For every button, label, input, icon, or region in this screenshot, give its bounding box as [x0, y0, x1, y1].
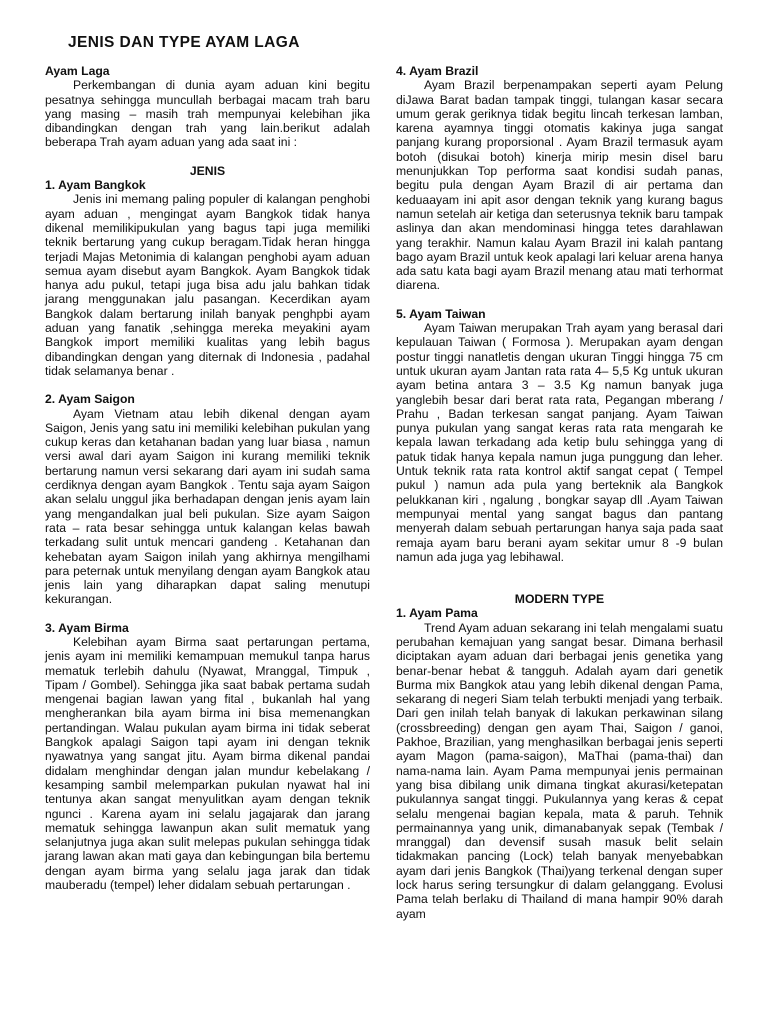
section-heading-saigon: 2. Ayam Saigon	[45, 392, 135, 407]
section-heading-brazil: 4. Ayam Brazil	[396, 64, 479, 78]
paragraph-ayam-laga: Perkembangan di dunia ayam aduan kini begitu pesatnya sehingga muncullah berbagai macam trah baru yang masing – masih trah mempunyai kelebihan jika dibandingkan dengan trah yang lain.berikut adalah beberapa Trah ayam aduan yang ada saat ini :	[45, 78, 370, 150]
left-column	[45, 64, 370, 892]
section-heading-birma: 3. Ayam Birma	[45, 620, 129, 635]
jenis-label: JENIS	[189, 163, 226, 178]
paragraph-birma: Kelebihan ayam Birma saat pertarungan pertama, jenis ayam ini memiliki kemampuan memukul tanpa harus mematuk terlebih dahulu (Nyawat, Mranggal, Timpuk , Tipam / Gombel). Sehingga jika saat babak pertama sudah mengenai bagian lawan yang fital , bukanlah hal yang mengherankan bila ayam birma ini bisa memenangkan pertandingan. Walau pukulan ayam birma ini tidak seberat Bangkok apalagi Saigon tapi ayam ini dengan teknik nyawatnya yang sangat jitu. Ayam birma dikenal pandai didalam menghindar dengan jalan mundur kebelakang / kesamping sambil melemparkan pukulan nyawat hal ini tentunya akan sangat menyulitkan ayam dengan teknik ngunci . Karena ayam ini selalu jagajarak dan jarang mematuk sehingga lawanpun akan sulit mematuk yang selanjutnya juga akan sulit melepas pukulan sehingga tidak jarang lawan akan mati gaya dan kebingungan bila bertemu dengan ayam birma yang selalu jaga jarak dan tidak mauberadu (tempel) leher didalam sebuah pertarungan .	[45, 634, 370, 893]
paragraph-saigon: Ayam Vietnam atau lebih dikenal dengan ayam Saigon, Jenis yang satu ini memiliki kelebihan pukulan yang cukup keras dan ketahanan badan yang luar biasa , namun versi awal dari ayam Saigon ini kurang memiliki teknik bertarung namun versi sekarang dari ayam ini sudah sama cerdiknya dengan ayam Bangkok . Tentu saja ayam Saigon akan selalu unggul jika berhadapan dengan jenis ayam lain yang mengandalkan jual beli pukulan. Size ayam Saigon rata – rata besar sehingga untuk kalangan kelas bawah terkadang sulit untuk mencari gandeng . Ketahanan dan kehebatan ayam Saigon inilah yang akhirnya mengilhami para peternak untuk menyilang dengan ayam Bangkok atau jenis lain yang diharapkan dapat saling menutupi kekurangan.	[45, 406, 370, 607]
paragraph-taiwan: Ayam Taiwan merupakan Trah ayam yang berasal dari kepulauan Taiwan ( Formosa ). Merupakan ayam dengan postur tinggi nanatletis dengan ukuran Tinggi hingga 75 cm untuk ukuran ayam Jantan rata rata 4– 5,5 Kg untuk ukuran ayam betina antara 3 – 3.5 Kg namun banyak juga yanglebih besar dari berat rata rata, Pegangan mberang / Prahu , Badan terkesan sangat panjang. Ayam Taiwan punya pukulan yang sangat keras rata rata mengarah ke kepala lawan terkadang ada ketip bulu sehingga yang di patuk tidak hanya kepala namun juga punggung dan leher. Untuk teknik rata rata kontrol aktif sangat cepat ( Tempel pukul ) namun ada pula yang berteknik ala Bangkok pelukkanan kiri , ngalung , bongkar sayap dll .Ayam Taiwan mempunyai mental yang sangat bagus dan pantang menyerah dalam sebuah pertarungan hanya saja pada saat remaja ayam baru berani ayam sekitar umur 8 -9 bulan namun ada juga yag lebihawal.	[396, 321, 723, 564]
section-heading-ayam-laga: Ayam Laga	[45, 64, 110, 78]
paragraph-brazil: Ayam Brazil berpenampakan seperti ayam Pelung diJawa Barat badan tampak tinggi, tulangan kasar secara umum gerak geriknya tidak begitu lincah terkesan lamban, karena ayamnya tinggi otomatis kakinya juga sangat panjang kurang proporsional . Ayam Brazil termasuk ayam botoh (disukai botoh) kinerja mirip mesin disel baru menunjukkan Top performa saat kondisi sudah panas, begitu pula dengan Ayam Brazil di air pertama dan keduaayam ini apit asor dengan teknik yang kurang bagus namun setelah air ketiga dan seterusnya teknik baru tampak aslinya dan akan mendominasi hingga tetes darahlawan yang terakhir. Namun kalau Ayam Brazil ini kalah pantang bago ayam Brazil untuk keok apalagi lari keluar arena hanya ada satu kata bagi ayam Brazil menang atau mati terhormat diarena.	[396, 78, 723, 293]
document-title: JENIS DAN TYPE AYAM LAGA	[68, 34, 300, 51]
right-column	[396, 64, 723, 921]
section-heading-taiwan: 5. Ayam Taiwan	[396, 306, 486, 321]
paragraph-pama: Trend Ayam aduan sekarang ini telah mengalami suatu perubahan kemajuan yang sangat besar. Dimana berhasil diciptakan ayam aduan dari berbagai jenis genetika yang benar-benar hebat & tangguh. Adalah ayam dari genetik Burma mix Bangkok atau yang lebih dikenal dengan Pama, sekarang di negeri Siam telah terbukti menjadi yang terbaik. Dari gen inilah telah banyak di lakukan perkawinan silang (crossbreeding) dengan gen ayam Thai, Saigon / ganoi, Pakhoe, Brazilian, yang menghasilkan berbagai jenis seperti ayam Magon (pama-saigon), MaThai (pama-thai) dan nama-nama lain. Ayam Pama mempunyai jenis permainan yang bisa dibilang unik dimana tingkat akurasi/ketepatan pukulannya sangat tinggi. Pukulannya yang keras & cepat selalu mengenai bagian kepala, mata & paruh. Tehnik permainannya yang unik, dimanabanyak sepak (Tembak / mranggal) dan devensif susah masuk belit selain tidakmakan pancing (Lock) telah banyak menyebabkan ayam dari jenis Bangkok (Thai)yang terkenal dengan super lock harus sering tersungkur di dalam gelanggang. Evolusi Pama telah berlaku di Thailand di mana hampir 90% darah ayam	[396, 620, 723, 921]
section-heading-pama: 1. Ayam Pama	[396, 606, 478, 621]
section-heading-bangkok: 1. Ayam Bangkok	[45, 178, 146, 193]
modern-type-label: MODERN TYPE	[514, 592, 605, 607]
paragraph-bangkok: Jenis ini memang paling populer di kalangan penghobi ayam aduan , mengingat ayam Bangkok tidak hanya dikenal memilikipukulan yang bagus tapi juga memiliki teknik bertarung yang cukup beragam.Tidak heran hingga terjadi Majas Metonimia di kalangan penghobi ayam aduan semua ayam disebut ayam Bangkok. Ayam Bangkok tidak hanya adu pukul, tetapi juga bisa adu jalu bahkan tidak jarang menggunakan jalu pasangan. Kecerdikan ayam Bangkok dalam bertarung inilah banyak penghpbi ayam aduan yang fanatik ,sehingga mereka meyakini ayam Bangkok import memiliki kualitas yang lebih bagus dibandingkan dengan yang diternak di Indonesia , padahal tidak selamanya benar .	[45, 192, 370, 378]
